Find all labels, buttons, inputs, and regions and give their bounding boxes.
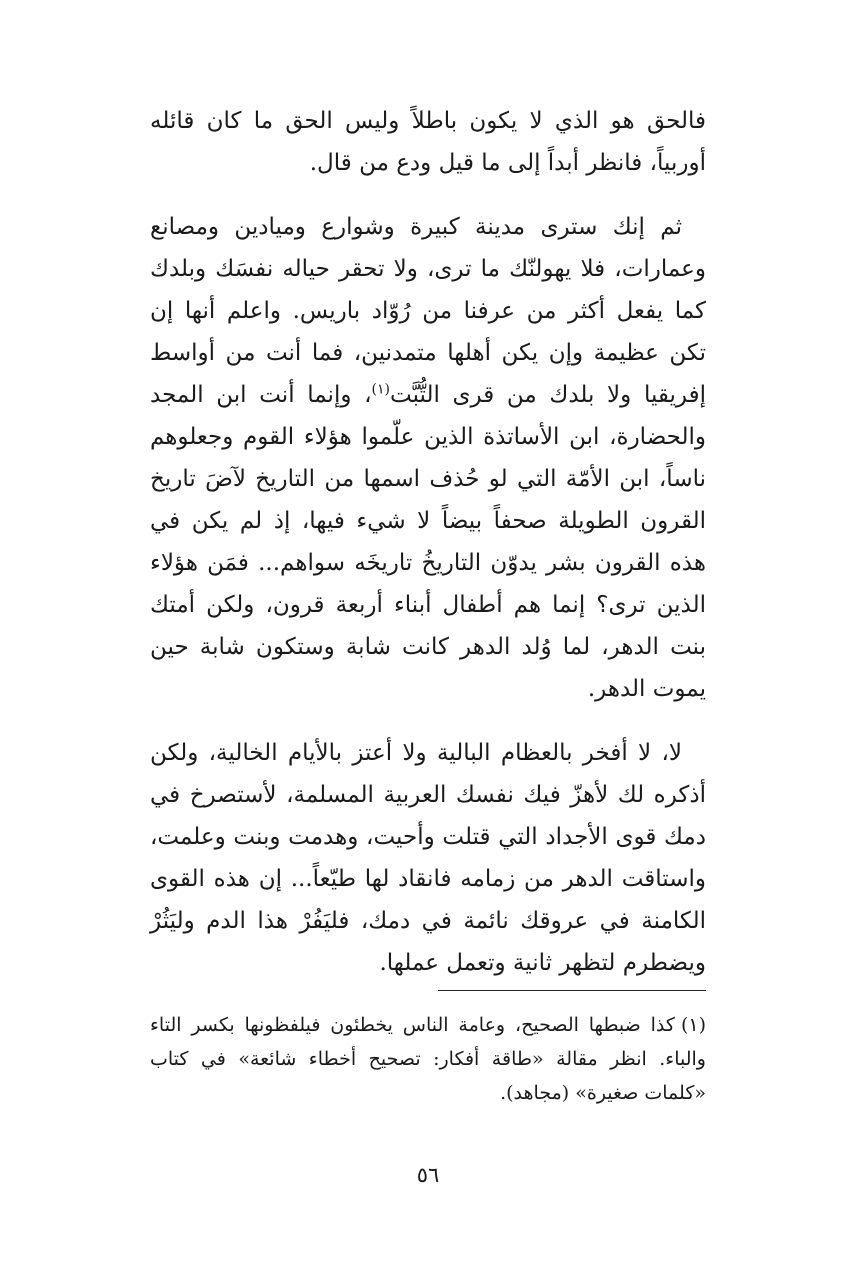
footnote-text: كذا ضبطها الصحيح، وعامة الناس يخطئون فيلفظونها بكسر التاء والباء. انظر مقالة «طاقة أفكار: تصحيح أخطاء شائعة» في كتاب «كلمات صغيرة» (مجاهد). bbox=[150, 1014, 706, 1104]
paragraph-2 bbox=[150, 206, 706, 710]
footnote bbox=[150, 1008, 706, 1110]
page-body bbox=[150, 100, 706, 984]
footnote-divider bbox=[438, 990, 706, 991]
page-number: ٥٦ bbox=[416, 1163, 440, 1187]
paragraph-3-text: لا، لا أفخر بالعظام البالية ولا أعتز بالأيام الخالية، ولكن أذكره لك لأهزّ فيك نفسك العربية المسلمة، لأستصرخ في دمك قوى الأجداد التي قتلت وأحيت، وهدمت وبنت وعلمت، واستاقت الدهر من زمامه فانقاد لها طيّعاً... إن هذه القوى الكامنة في عروقك نائمة في دمك، فليَفُرْ هذا الدم وليَثُرْ ويضطرم لتظهر ثانية وتعمل عملها. bbox=[150, 740, 706, 976]
footnote-number: (١) bbox=[680, 1014, 706, 1036]
paragraph-1: فالحق هو الذي لا يكون باطلاً وليس الحق ما كان قائله أوربياً، فانظر أبداً إلى ما قيل ودع من قال. bbox=[150, 108, 706, 176]
paragraph-2-text-a: ثم إنك سترى مدينة كبيرة وشوارع وميادين ومصانع وعمارات، فلا يهولنّك ما ترى، ولا تحقر حياله نفسَك وبلدك كما يفعل أكثر من عرفنا من رُوّاد باريس. واعلم أنها إن تكن عظيمة وإن يكن أهلها متمدنين، فما أنت من أواسط إفريقيا ولا بلدك من قرى التُّبَّت bbox=[150, 214, 706, 408]
paragraph-2-text-b: ، وإنما أنت ابن المجد والحضارة، ابن الأساتذة الذين علّموا هؤلاء القوم وجعلوهم ناساً، ابن الأمّة التي لو حُذف اسمها من التاريخ لآضَ تاريخ القرون الطويلة صحفاً بيضاً لا شيء فيها، إذ لم يكن في هذه القرون بشر يدوّن التاريخُ تاريخَه سواهم... فمَن هؤلاء الذين ترى؟ إنما هم أطفال أبناء أربعة قرون، ولكن أمتك بنت الدهر، لما وُلد الدهر كانت شابة وستكون شابة حين يموت الدهر. bbox=[150, 382, 706, 702]
footnote-reference[interactable]: (١) bbox=[371, 381, 391, 398]
paragraph-3 bbox=[150, 732, 706, 984]
